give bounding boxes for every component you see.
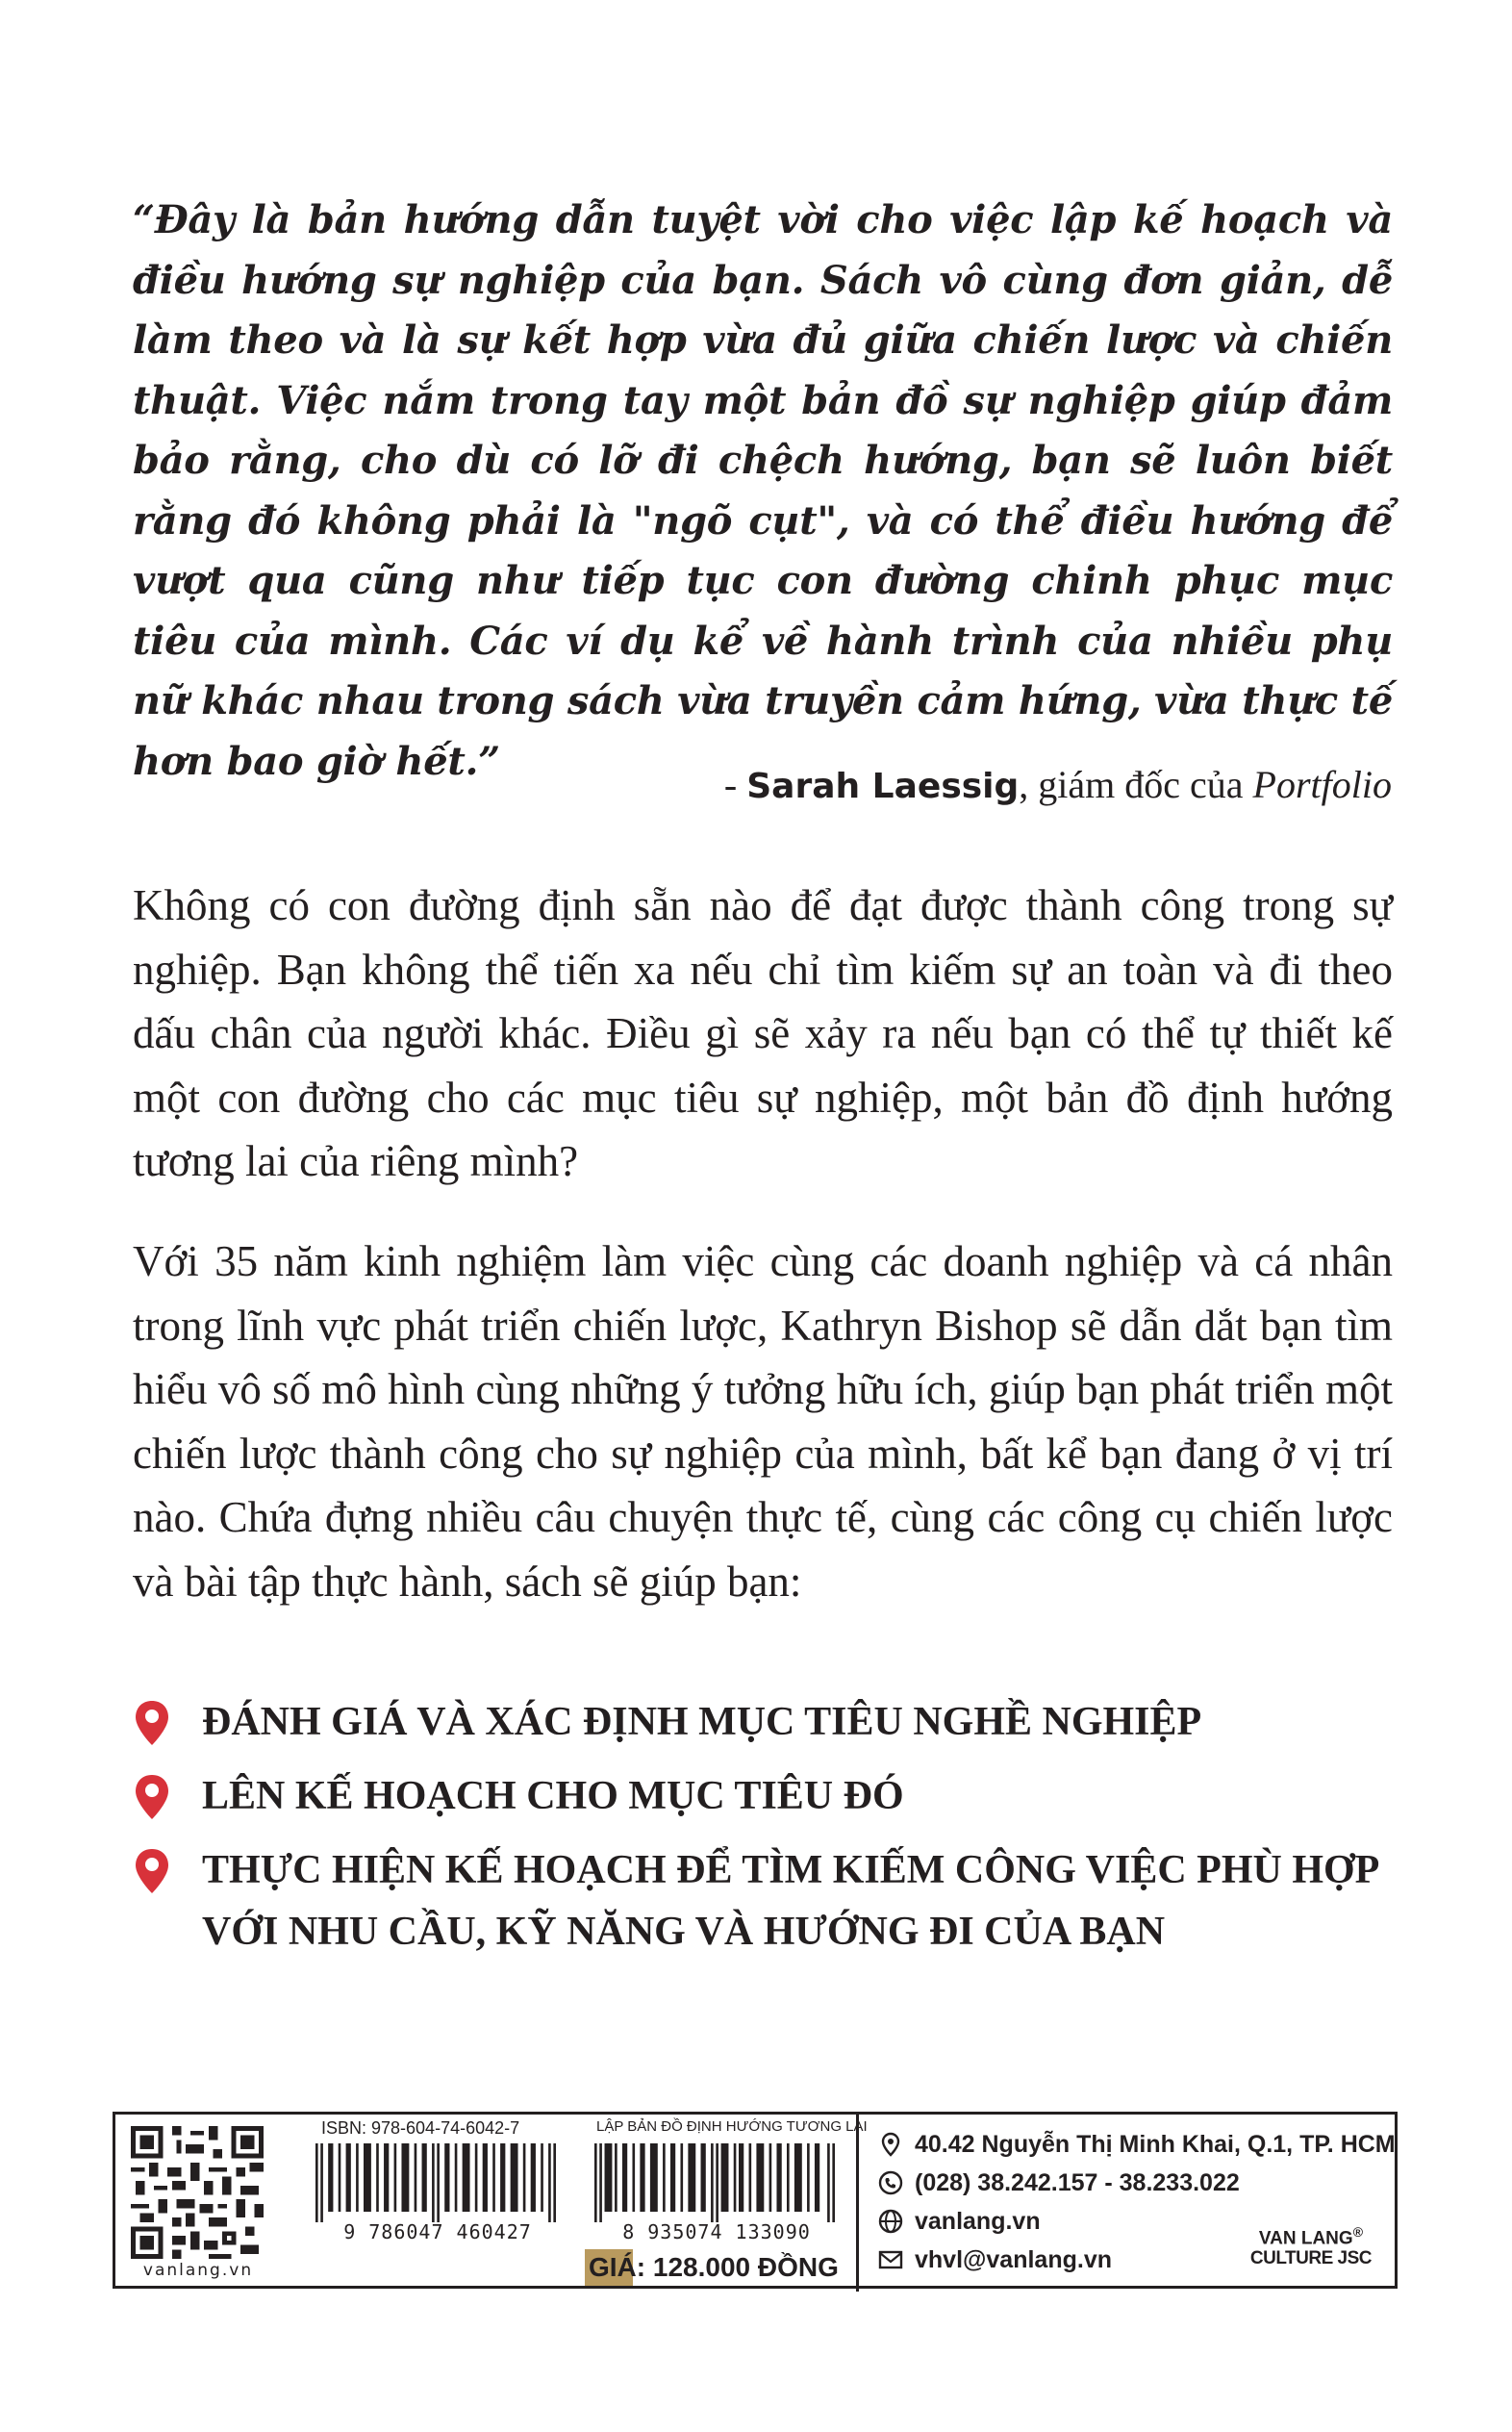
list-item-text: ĐÁNH GIÁ VÀ XÁC ĐỊNH MỤC TIÊU NGHỀ NGHIỆP	[202, 1700, 1202, 1744]
attribution-dash: -	[723, 763, 747, 806]
address-text: 40.42 Nguyễn Thị Minh Khai, Q.1, TP. HCM	[915, 2131, 1396, 2158]
isbn-label: ISBN: 978-604-74-6042-7	[321, 2118, 520, 2138]
author-paragraph: Với 35 năm kinh nghiệm làm việc cùng các doanh nghiệp và cá nhân trong lĩnh vực phát triển chiến lược, Kathryn Bishop sẽ dẫn dắt bạn tìm hiểu vô số mô hình cùng những ý tưởng hữu ích, giúp bạn phát triển một chiến lược thành công cho sự nghiệp của mình, bất kể bạn đang ở vị trí nào. Chứa đựng nhiều câu chuyện thực tế, cùng các công cụ chiến lược và bài tập thực hành, sách sẽ giúp bạn:	[133, 1237, 1393, 1606]
phone-text: (028) 38.242.157 - 38.233.022	[915, 2169, 1240, 2196]
publisher-footer	[113, 2112, 1398, 2289]
registered-mark: ®	[1352, 2224, 1364, 2240]
barcode-bars	[315, 2143, 556, 2222]
attribution-name: Sarah Laessig	[746, 767, 1020, 806]
isbn-digits: 9 786047 460427	[343, 2220, 532, 2243]
quote-attribution	[724, 762, 1392, 807]
attribution-org: Portfolio	[1252, 763, 1392, 806]
phone-icon	[878, 2170, 903, 2195]
list-item	[133, 1839, 1402, 1963]
qr-code-icon	[131, 2126, 264, 2259]
location-pin-icon	[878, 2132, 903, 2157]
book-title-label: LẬP BẢN ĐỒ ĐỊNH HƯỚNG TƯƠNG LAI	[596, 2118, 868, 2135]
price-label	[585, 2249, 846, 2286]
globe-icon	[878, 2209, 903, 2234]
logo-line-1: VAN LANG	[1258, 2228, 1353, 2249]
list-item-text: THỰC HIỆN KẾ HOẠCH ĐỂ TÌM KIẾM CÔNG VIỆC PHÙ HỢP VỚI NHU CẦU, KỸ NĂNG VÀ HƯỚNG ĐI CỦA BẠN	[202, 1848, 1377, 1954]
logo-line-2: CULTURE JSC	[1249, 2248, 1372, 2269]
map-pin-icon	[133, 1699, 171, 1747]
publisher-logo	[1250, 2222, 1372, 2268]
qr-caption: vanlang.vn	[142, 2261, 254, 2280]
price-text: GIÁ: 128.000 ĐỒNG	[589, 2252, 839, 2282]
isbn-barcode	[308, 2115, 567, 2249]
list-item	[133, 1765, 1402, 1827]
list-item	[133, 1691, 1402, 1753]
ean-digits: 8 935074 133090	[622, 2220, 811, 2243]
map-pin-icon	[133, 1773, 171, 1821]
list-item-text: LÊN KẾ HOẠCH CHO MỤC TIÊU ĐÓ	[202, 1774, 904, 1818]
contact-panel	[856, 2115, 1400, 2292]
endorsement-quote: “Đây là bản hướng dẫn tuyệt vời cho việc lập kế hoạch và điều hướng sự nghiệp của bạn. Sách vô cùng đơn giản, dễ làm theo và là sự kết hợp vừa đủ giữa chiến lược và chiến thuật. Việc nắm trong tay một bản đồ sự nghiệp giúp đảm bảo rằng, cho dù có lỡ đi chệch hướng, bạn sẽ luôn biết rằng đó không phải là "ngõ cụt", và có thể điều hướng để vượt qua cũng như tiếp tục con đường chinh phục mục tiêu của mình. Các ví dụ kể về hành trình của nhiều phụ nữ khác nhau trong sách vừa truyền cảm hứng, vừa thực tế hơn bao giờ hết.”	[133, 197, 1393, 784]
barcode-bars	[594, 2143, 835, 2222]
map-pin-icon	[133, 1847, 171, 1895]
envelope-icon	[878, 2247, 903, 2272]
website-text: vanlang.vn	[915, 2208, 1041, 2235]
ean-barcode	[587, 2115, 868, 2249]
benefit-list	[133, 1691, 1402, 1975]
intro-paragraph: Không có con đường định sẵn nào để đạt được thành công trong sự nghiệp. Bạn không thể tiến xa nếu chỉ tìm kiếm sự an toàn và đi theo dấu chân của người khác. Điều gì sẽ xảy ra nếu bạn có thể tự thiết kế một con đường cho các mục tiêu sự nghiệp, một bản đồ định hướng tương lai của riêng mình?	[133, 881, 1393, 1185]
attribution-role: , giám đốc của	[1019, 763, 1253, 806]
email-text: vhvl@vanlang.vn	[915, 2246, 1112, 2273]
